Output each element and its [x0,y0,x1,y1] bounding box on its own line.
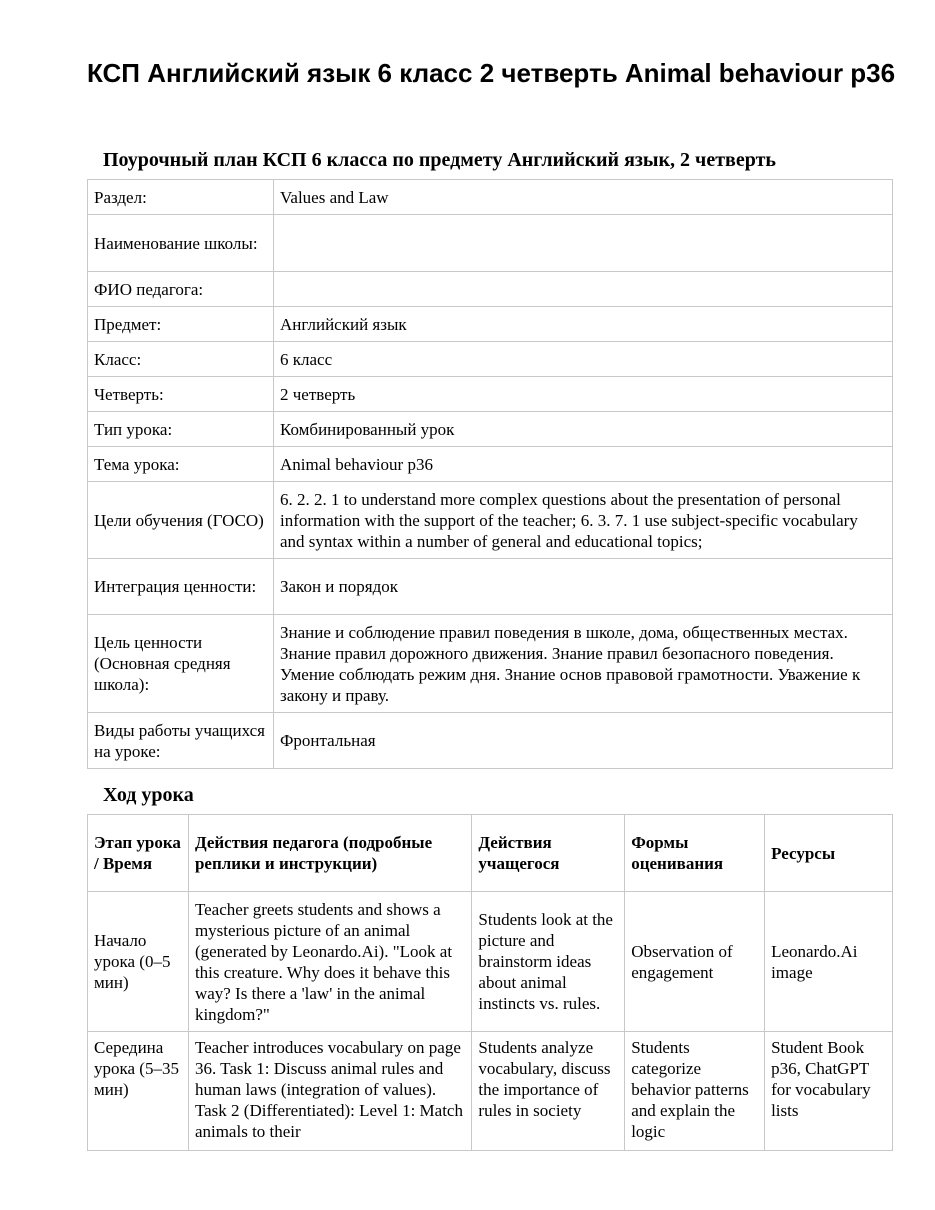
table-row [88,713,893,769]
info-label: Тип урока: [88,412,274,447]
info-label: Предмет: [88,307,274,342]
info-value: Закон и порядок [274,559,893,615]
info-label: Четверть: [88,377,274,412]
info-value: Английский язык [274,307,893,342]
info-label: Виды работы учащихся на уроке: [88,713,274,769]
info-label: Раздел: [88,180,274,215]
table-cell: Teacher introduces vocabulary on page 36. Task 1: Discuss animal rules and human laws (integration of values). Task 2 (Differentiated): Level 1: Match animals to their [188,1032,471,1151]
table-row [88,342,893,377]
table-cell: Students analyze vocabulary, discuss the importance of rules in society [472,1032,625,1151]
info-label: ФИО педагога: [88,272,274,307]
table-row [88,307,893,342]
column-header: Формы оценивания [625,815,765,892]
table-header-row [88,815,893,892]
table-cell: Teacher greets students and shows a mysterious picture of an animal (generated by Leonardo.Ai). "Look at this creature. Why does it behave this way? Is there a 'law' in the animal kingdom?" [188,892,471,1032]
lesson-flow-heading: Ход урока [103,784,194,806]
info-value: 6. 2. 2. 1 to understand more complex questions about the presentation of personal information with the support of the teacher; 6. 3. 7. 1 use subject-specific vocabulary and syntax within a number of general and educational topics; [274,482,893,559]
info-label: Цели обучения (ГОСО) [88,482,274,559]
table-cell: Students categorize behavior patterns and explain the logic [625,1032,765,1151]
table-row [88,377,893,412]
info-label: Наименование школы: [88,215,274,272]
info-value [274,215,893,272]
column-header: Этап урока / Время [88,815,189,892]
lesson-flow-table [87,814,893,1151]
table-row [88,215,893,272]
info-label: Тема урока: [88,447,274,482]
column-header: Ресурсы [765,815,893,892]
table-cell: Начало урока (0–5 мин) [88,892,189,1032]
info-value: Animal behaviour p36 [274,447,893,482]
column-header: Действия учащегося [472,815,625,892]
info-value: 6 класс [274,342,893,377]
info-value: Комбинированный урок [274,412,893,447]
table-cell: Student Book p36, ChatGPT for vocabulary lists [765,1032,893,1151]
table-row [88,272,893,307]
info-value: Values and Law [274,180,893,215]
table-cell: Observation of engagement [625,892,765,1032]
table-row [88,482,893,559]
table-cell: Students look at the picture and brainstorm ideas about animal instincts vs. rules. [472,892,625,1032]
plan-subtitle: Поурочный план КСП 6 класса по предмету Английский язык, 2 четверть [103,149,776,171]
info-value: 2 четверть [274,377,893,412]
info-label: Интеграция ценности: [88,559,274,615]
document-title: КСП Английский язык 6 класс 2 четверть Animal behaviour p36 [87,58,896,88]
table-row [88,1032,893,1151]
column-header: Действия педагога (подробные реплики и инструкции) [188,815,471,892]
info-value: Знание и соблюдение правил поведения в школе, дома, общественных местах. Знание правил дорожного движения. Знание правил безопасного поведения. Умение соблюдать режим дня. Знание основ правовой грамотности. Уважение к закону и праву. [274,615,893,713]
table-row [88,615,893,713]
table-row [88,447,893,482]
table-row [88,559,893,615]
info-value: Фронтальная [274,713,893,769]
lesson-info-table [87,179,893,769]
table-cell: Середина урока (5–35 мин) [88,1032,189,1151]
table-row [88,180,893,215]
table-cell: Leonardo.Ai image [765,892,893,1032]
info-label: Класс: [88,342,274,377]
table-row [88,412,893,447]
info-label: Цель ценности (Основная средняя школа): [88,615,274,713]
info-value [274,272,893,307]
table-row [88,892,893,1032]
